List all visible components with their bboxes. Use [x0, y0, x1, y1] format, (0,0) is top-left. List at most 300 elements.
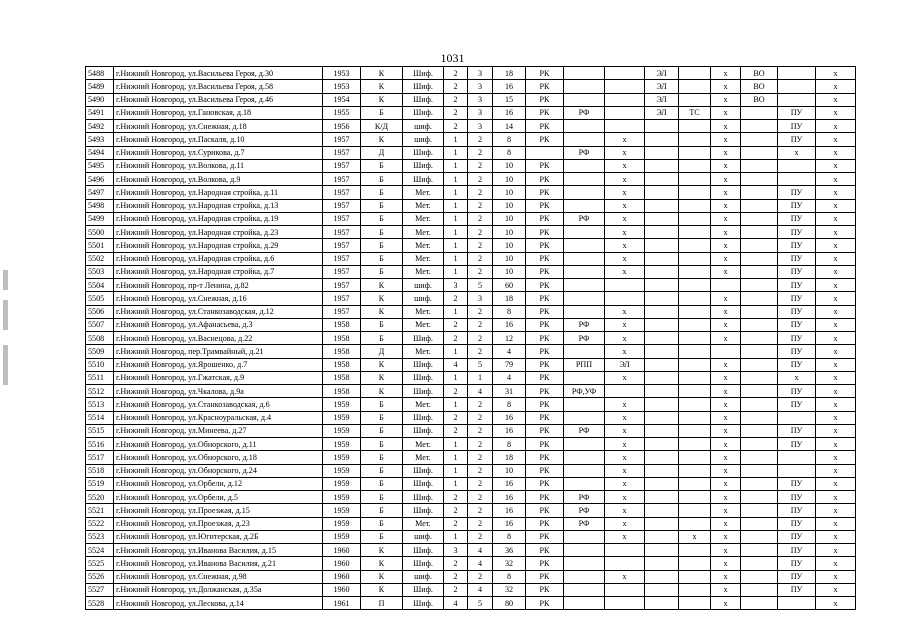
table-cell: 1 — [444, 146, 468, 159]
address-cell: г.Нижний Новгород, пер.Трамвайный, д.21 — [114, 345, 323, 358]
table-cell: РК — [526, 583, 564, 596]
table-cell: 2 — [444, 120, 468, 133]
table-cell: К — [361, 570, 403, 583]
table-row — [86, 371, 856, 384]
table-cell: 1959 — [323, 411, 361, 424]
table-row — [86, 544, 856, 557]
table-cell: 2 — [444, 67, 468, 80]
table-cell — [605, 120, 645, 133]
table-row — [86, 504, 856, 517]
table-cell — [679, 570, 711, 583]
table-row — [86, 398, 856, 411]
table-cell: РК — [526, 252, 564, 265]
table-cell — [778, 159, 816, 172]
table-row — [86, 252, 856, 265]
table-cell: К — [361, 292, 403, 305]
table-cell — [741, 106, 778, 119]
table-cell — [679, 292, 711, 305]
table-row — [86, 265, 856, 278]
row-number-cell: 5523 — [86, 530, 114, 543]
table-cell: 1961 — [323, 597, 361, 610]
scan-binding-mark — [3, 345, 8, 385]
table-cell: x — [711, 517, 741, 530]
scan-binding-mark — [3, 270, 8, 290]
table-cell: 12 — [493, 332, 526, 345]
table-row — [86, 358, 856, 371]
address-cell: г.Нижний Новгород, пр-т Ленина, д.82 — [114, 279, 323, 292]
address-cell: г.Нижний Новгород, ул.Гжатская, д.9 — [114, 371, 323, 384]
address-cell: г.Нижний Новгород, ул.Обнорского, д.24 — [114, 464, 323, 477]
table-cell: 5 — [468, 597, 493, 610]
table-cell — [679, 212, 711, 225]
table-cell: 3 — [468, 106, 493, 119]
table-row — [86, 146, 856, 159]
row-number-cell: 5492 — [86, 120, 114, 133]
table-cell: К — [361, 544, 403, 557]
table-cell: 1959 — [323, 464, 361, 477]
address-cell: г.Нижний Новгород, ул.Афанасьева, д.3 — [114, 318, 323, 331]
table-cell: 18 — [493, 67, 526, 80]
table-cell — [564, 583, 605, 596]
table-cell: x — [711, 106, 741, 119]
table-cell — [778, 173, 816, 186]
table-cell: ЭЛ — [645, 67, 679, 80]
row-number-cell: 5526 — [86, 570, 114, 583]
scan-binding-mark — [3, 300, 8, 330]
table-cell: 2 — [468, 239, 493, 252]
table-cell — [645, 451, 679, 464]
table-cell: x — [816, 292, 856, 305]
table-cell: 8 — [493, 398, 526, 411]
table-cell — [741, 464, 778, 477]
row-number-cell: 5515 — [86, 424, 114, 437]
table-cell: 1959 — [323, 424, 361, 437]
table-cell — [679, 279, 711, 292]
table-cell: Шиф. — [403, 464, 444, 477]
table-cell: РК — [526, 358, 564, 371]
table-cell: 2 — [444, 517, 468, 530]
address-cell: г.Нижний Новгород, ул.Народная стройка, д.19 — [114, 212, 323, 225]
table-cell: Б — [361, 411, 403, 424]
table-cell: РК — [526, 292, 564, 305]
table-cell: 16 — [493, 517, 526, 530]
table-cell: 1 — [444, 212, 468, 225]
table-cell — [778, 67, 816, 80]
row-number-cell: 5522 — [86, 517, 114, 530]
table-cell: Шиф. — [403, 544, 444, 557]
table-cell — [741, 371, 778, 384]
table-cell — [679, 318, 711, 331]
table-row — [86, 345, 856, 358]
table-cell: x — [605, 477, 645, 490]
table-cell — [679, 120, 711, 133]
table-cell: ПУ — [778, 265, 816, 278]
table-cell: 2 — [468, 491, 493, 504]
table-cell — [564, 67, 605, 80]
address-cell: г.Нижний Новгород, ул.Станкозаводская, д.6 — [114, 398, 323, 411]
table-cell: 16 — [493, 491, 526, 504]
table-cell: РК — [526, 80, 564, 93]
table-cell: 4 — [444, 358, 468, 371]
address-cell: г.Нижний Новгород, ул.Васильева Героя, д.58 — [114, 80, 323, 93]
table-cell: x — [605, 226, 645, 239]
table-cell — [605, 80, 645, 93]
row-number-cell: 5528 — [86, 597, 114, 610]
table-cell — [564, 226, 605, 239]
table-cell: ПУ — [778, 477, 816, 490]
table-cell: 10 — [493, 212, 526, 225]
table-cell: 16 — [493, 411, 526, 424]
table-cell: 1959 — [323, 517, 361, 530]
table-cell: РК — [526, 186, 564, 199]
table-cell — [778, 93, 816, 106]
table-cell — [645, 583, 679, 596]
table-cell: РК — [526, 106, 564, 119]
address-cell: г.Нижний Новгород, ул.Станкозаводская, д.12 — [114, 305, 323, 318]
row-number-cell: 5504 — [86, 279, 114, 292]
table-cell: x — [605, 570, 645, 583]
row-number-cell: 5501 — [86, 239, 114, 252]
table-cell: x — [816, 226, 856, 239]
table-cell — [605, 544, 645, 557]
address-cell: г.Нижний Новгород, ул.Ярошенко, д.7 — [114, 358, 323, 371]
table-cell: Шиф. — [403, 597, 444, 610]
table-cell: 2 — [468, 226, 493, 239]
table-cell — [645, 292, 679, 305]
table-cell — [526, 146, 564, 159]
table-cell — [679, 491, 711, 504]
table-cell — [741, 557, 778, 570]
table-cell: 2 — [468, 464, 493, 477]
table-row — [86, 212, 856, 225]
table-cell: Шиф. — [403, 371, 444, 384]
table-row — [86, 517, 856, 530]
table-cell: ПУ — [778, 424, 816, 437]
row-number-cell: 5527 — [86, 583, 114, 596]
address-cell: г.Нижний Новгород, ул.Обнорского, д.18 — [114, 451, 323, 464]
table-cell: 2 — [468, 530, 493, 543]
table-cell: ПУ — [778, 292, 816, 305]
table-cell: 1957 — [323, 292, 361, 305]
table-cell — [679, 159, 711, 172]
table-row — [86, 438, 856, 451]
table-cell: x — [711, 371, 741, 384]
table-cell: К — [361, 133, 403, 146]
table-cell: ТС — [679, 106, 711, 119]
table-cell: 1 — [444, 239, 468, 252]
table-cell — [679, 80, 711, 93]
table-cell: 2 — [444, 557, 468, 570]
table-cell: 2 — [444, 106, 468, 119]
table-cell: ПУ — [778, 120, 816, 133]
table-cell: 8 — [493, 133, 526, 146]
table-cell: 1959 — [323, 477, 361, 490]
table-cell: x — [711, 451, 741, 464]
table-cell: x — [711, 597, 741, 610]
table-cell: 1957 — [323, 159, 361, 172]
row-number-cell: 5489 — [86, 80, 114, 93]
table-cell: Шиф. — [403, 146, 444, 159]
row-number-cell: 5495 — [86, 159, 114, 172]
table-cell: x — [605, 186, 645, 199]
table-row — [86, 385, 856, 398]
table-cell — [605, 385, 645, 398]
table-cell: x — [605, 199, 645, 212]
table-cell: шиф. — [403, 292, 444, 305]
table-cell: Шиф. — [403, 159, 444, 172]
table-cell — [741, 385, 778, 398]
table-cell: РК — [526, 597, 564, 610]
table-cell: 1 — [444, 265, 468, 278]
table-cell: 2 — [444, 80, 468, 93]
table-row — [86, 597, 856, 610]
table-cell — [645, 371, 679, 384]
address-cell: г.Нижний Новгород, ул.Волкова, д.9 — [114, 173, 323, 186]
table-cell: Шиф. — [403, 93, 444, 106]
table-cell: Б — [361, 226, 403, 239]
table-cell — [645, 199, 679, 212]
table-cell: 8 — [493, 305, 526, 318]
table-cell: x — [816, 411, 856, 424]
table-cell — [741, 226, 778, 239]
table-cell: x — [605, 371, 645, 384]
table-cell — [679, 358, 711, 371]
table-cell: Б — [361, 451, 403, 464]
address-cell: г.Нижний Новгород, ул.Васильева Героя, д.30 — [114, 67, 323, 80]
address-cell: г.Нижний Новгород, ул.Паскаля, д.10 — [114, 133, 323, 146]
table-cell: Б — [361, 477, 403, 490]
table-cell — [711, 279, 741, 292]
table-cell: Б — [361, 212, 403, 225]
table-cell: 3 — [444, 279, 468, 292]
table-cell: x — [711, 530, 741, 543]
row-number-cell: 5488 — [86, 67, 114, 80]
table-cell — [564, 544, 605, 557]
table-cell — [741, 305, 778, 318]
table-cell: x — [711, 477, 741, 490]
table-cell: Мет. — [403, 517, 444, 530]
table-cell: 16 — [493, 106, 526, 119]
address-cell: г.Нижний Новгород, ул.Народная стройка, д.11 — [114, 186, 323, 199]
row-number-cell: 5514 — [86, 411, 114, 424]
table-cell: 4 — [468, 557, 493, 570]
table-cell: 2 — [468, 424, 493, 437]
table-cell: ПУ — [778, 583, 816, 596]
table-cell: Шиф. — [403, 557, 444, 570]
table-cell: 10 — [493, 159, 526, 172]
table-cell: x — [816, 106, 856, 119]
table-cell: 1959 — [323, 438, 361, 451]
table-cell: РПП — [564, 358, 605, 371]
table-cell: 2 — [468, 318, 493, 331]
table-cell: x — [816, 305, 856, 318]
table-cell: 1 — [444, 252, 468, 265]
table-row — [86, 332, 856, 345]
table-cell: 18 — [493, 292, 526, 305]
table-cell — [679, 305, 711, 318]
table-cell: 2 — [444, 332, 468, 345]
table-cell: x — [605, 451, 645, 464]
table-cell: 1957 — [323, 305, 361, 318]
table-cell: 2 — [468, 212, 493, 225]
table-cell: РК — [526, 305, 564, 318]
table-cell: ПУ — [778, 544, 816, 557]
row-number-cell: 5512 — [86, 385, 114, 398]
table-cell: 8 — [493, 146, 526, 159]
table-cell: РК — [526, 279, 564, 292]
table-cell: x — [816, 451, 856, 464]
table-cell — [679, 583, 711, 596]
address-cell: г.Нижний Новгород, ул.Проезжая, д.15 — [114, 504, 323, 517]
row-number-cell: 5505 — [86, 292, 114, 305]
table-cell — [741, 133, 778, 146]
address-cell: г.Нижний Новгород, ул.Народная стройка, д.6 — [114, 252, 323, 265]
table-cell: К/Д — [361, 120, 403, 133]
address-cell: г.Нижний Новгород, ул.Народная стройка, д.23 — [114, 226, 323, 239]
table-cell: 1957 — [323, 226, 361, 239]
table-cell — [605, 583, 645, 596]
table-cell — [679, 398, 711, 411]
table-cell — [741, 570, 778, 583]
table-cell: РК — [526, 120, 564, 133]
table-cell — [741, 345, 778, 358]
table-cell: 3 — [444, 544, 468, 557]
table-cell: x — [711, 570, 741, 583]
table-cell: 2 — [444, 504, 468, 517]
table-cell: ПУ — [778, 557, 816, 570]
row-number-cell: 5510 — [86, 358, 114, 371]
table-cell — [564, 570, 605, 583]
table-cell: x — [711, 318, 741, 331]
table-cell: x — [816, 345, 856, 358]
table-cell: РФ — [564, 504, 605, 517]
table-cell: Шиф. — [403, 504, 444, 517]
table-cell: Д — [361, 345, 403, 358]
table-cell: Мет. — [403, 199, 444, 212]
table-cell: x — [816, 186, 856, 199]
table-cell: x — [605, 212, 645, 225]
row-number-cell: 5494 — [86, 146, 114, 159]
table-row — [86, 530, 856, 543]
table-cell — [564, 292, 605, 305]
table-cell — [679, 345, 711, 358]
table-cell: 1 — [444, 451, 468, 464]
row-number-cell: 5506 — [86, 305, 114, 318]
row-number-cell: 5497 — [86, 186, 114, 199]
table-cell: 10 — [493, 199, 526, 212]
address-cell: г.Нижний Новгород, ул.Сурикова, д.7 — [114, 146, 323, 159]
table-cell — [741, 332, 778, 345]
table-cell: 1960 — [323, 570, 361, 583]
table-cell: 1958 — [323, 345, 361, 358]
table-cell — [605, 279, 645, 292]
table-cell: ПУ — [778, 385, 816, 398]
table-cell: Шиф. — [403, 80, 444, 93]
table-cell: 2 — [444, 583, 468, 596]
table-cell: x — [816, 583, 856, 596]
table-cell — [778, 597, 816, 610]
table-cell: x — [816, 159, 856, 172]
table-cell: 3 — [468, 80, 493, 93]
table-cell: x — [711, 398, 741, 411]
table-cell: 1953 — [323, 80, 361, 93]
table-cell — [605, 106, 645, 119]
table-cell: 1960 — [323, 544, 361, 557]
table-cell: Шиф. — [403, 411, 444, 424]
table-cell: 2 — [444, 570, 468, 583]
table-cell: 1 — [444, 438, 468, 451]
table-cell: x — [605, 265, 645, 278]
table-cell — [778, 411, 816, 424]
table-cell — [564, 80, 605, 93]
table-cell: x — [711, 146, 741, 159]
address-cell: г.Нижний Новгород, ул.Чкалова, д.9а — [114, 385, 323, 398]
table-cell: x — [778, 371, 816, 384]
row-number-cell: 5496 — [86, 173, 114, 186]
table-cell: 1956 — [323, 120, 361, 133]
table-cell — [645, 358, 679, 371]
table-cell: 10 — [493, 252, 526, 265]
table-cell: 1 — [444, 133, 468, 146]
table-cell: 2 — [468, 305, 493, 318]
table-cell: 1957 — [323, 239, 361, 252]
table-cell: ПУ — [778, 239, 816, 252]
table-cell: 2 — [444, 385, 468, 398]
table-cell: Б — [361, 530, 403, 543]
table-cell: РК — [526, 226, 564, 239]
table-cell — [679, 67, 711, 80]
table-cell: 10 — [493, 226, 526, 239]
table-cell: 2 — [444, 491, 468, 504]
table-cell: x — [816, 146, 856, 159]
table-cell — [645, 173, 679, 186]
table-cell — [645, 530, 679, 543]
table-cell — [741, 517, 778, 530]
table-row — [86, 451, 856, 464]
table-cell: Б — [361, 517, 403, 530]
table-cell: 1 — [444, 159, 468, 172]
table-cell — [741, 504, 778, 517]
table-cell: ПУ — [778, 345, 816, 358]
table-cell — [564, 451, 605, 464]
row-number-cell: 5498 — [86, 199, 114, 212]
table-cell — [679, 544, 711, 557]
table-cell — [741, 358, 778, 371]
table-cell: x — [816, 67, 856, 80]
table-cell: 2 — [468, 199, 493, 212]
table-cell — [645, 517, 679, 530]
table-cell — [645, 438, 679, 451]
table-cell — [679, 597, 711, 610]
table-cell: x — [711, 186, 741, 199]
table-cell: x — [605, 345, 645, 358]
table-cell: Шиф. — [403, 106, 444, 119]
table-cell: 2 — [444, 318, 468, 331]
table-cell — [564, 93, 605, 106]
table-cell — [564, 438, 605, 451]
table-cell: ЭЛ — [645, 93, 679, 106]
table-cell: 1959 — [323, 530, 361, 543]
table-cell: РК — [526, 451, 564, 464]
address-cell: г.Нижний Новгород, ул.Снежная, д.98 — [114, 570, 323, 583]
table-cell: x — [605, 318, 645, 331]
table-cell: 2 — [468, 133, 493, 146]
table-cell — [679, 557, 711, 570]
table-cell — [741, 173, 778, 186]
table-cell: x — [605, 239, 645, 252]
table-cell: 1958 — [323, 371, 361, 384]
table-cell: 2 — [468, 570, 493, 583]
